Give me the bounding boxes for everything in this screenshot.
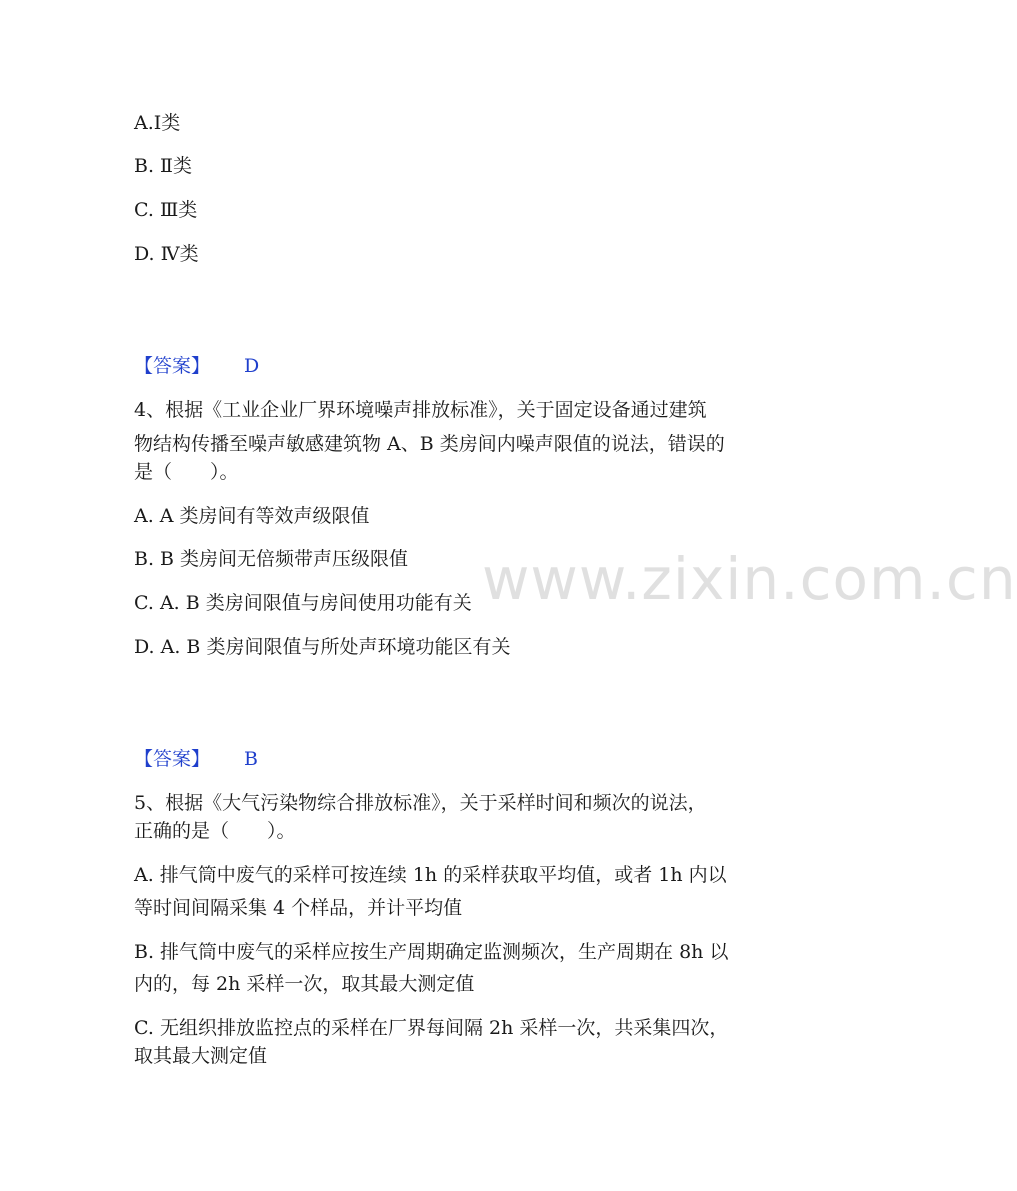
q4-option-c: C. A. B 类房间限值与房间使用功能有关 [134,592,472,614]
q5-stem-line: 正确的是（ ）。 [134,820,296,842]
answer-value: B [244,748,258,770]
answer-label: 【答案】 [134,355,211,377]
q4-option-a: A. A 类房间有等效声级限值 [134,505,370,527]
q3-option-a: A.Ⅰ类 [134,112,181,134]
q5-stem-line: 5、根据《大气污染物综合排放标准》，关于采样时间和频次的说法， [134,792,707,814]
q5-option-c-line: C. 无组织排放监控点的采样在厂界每间隔 2h 采样一次，共采集四次， [134,1017,729,1039]
q5-option-a-line: A. 排气筒中废气的采样可按连续 1h 的采样获取平均值，或者 1h 内以 [134,864,727,886]
q3-answer [134,357,259,376]
q3-option-d: D. Ⅳ类 [134,243,199,265]
watermark: www.zixin.com.cn [482,545,1017,613]
q4-stem-line: 物结构传播至噪声敏感建筑物 A、B 类房间内噪声限值的说法，错误的 [134,433,725,455]
q4-option-b: B. B 类房间无倍频带声压级限值 [134,548,409,570]
q3-option-b: B. Ⅱ类 [134,155,192,177]
answer-label: 【答案】 [134,748,211,770]
q5-option-b-line: 内的，每 2h 采样一次，取其最大测定值 [134,973,475,995]
q4-option-d: D. A. B 类房间限值与所处声环境功能区有关 [134,636,511,658]
q4-answer [134,750,258,769]
q5-option-c-line: 取其最大测定值 [134,1045,268,1067]
q5-option-a-line: 等时间间隔采集 4 个样品，并计平均值 [134,897,463,919]
answer-value: D [244,355,260,377]
q3-option-c: C. Ⅲ类 [134,199,198,221]
q4-stem-line: 4、根据《工业企业厂界环境噪声排放标准》，关于固定设备通过建筑 [134,399,707,421]
q4-stem-line: 是（ ）。 [134,461,239,483]
q5-option-b-line: B. 排气筒中废气的采样应按生产周期确定监测频次，生产周期在 8h 以 [134,941,729,963]
